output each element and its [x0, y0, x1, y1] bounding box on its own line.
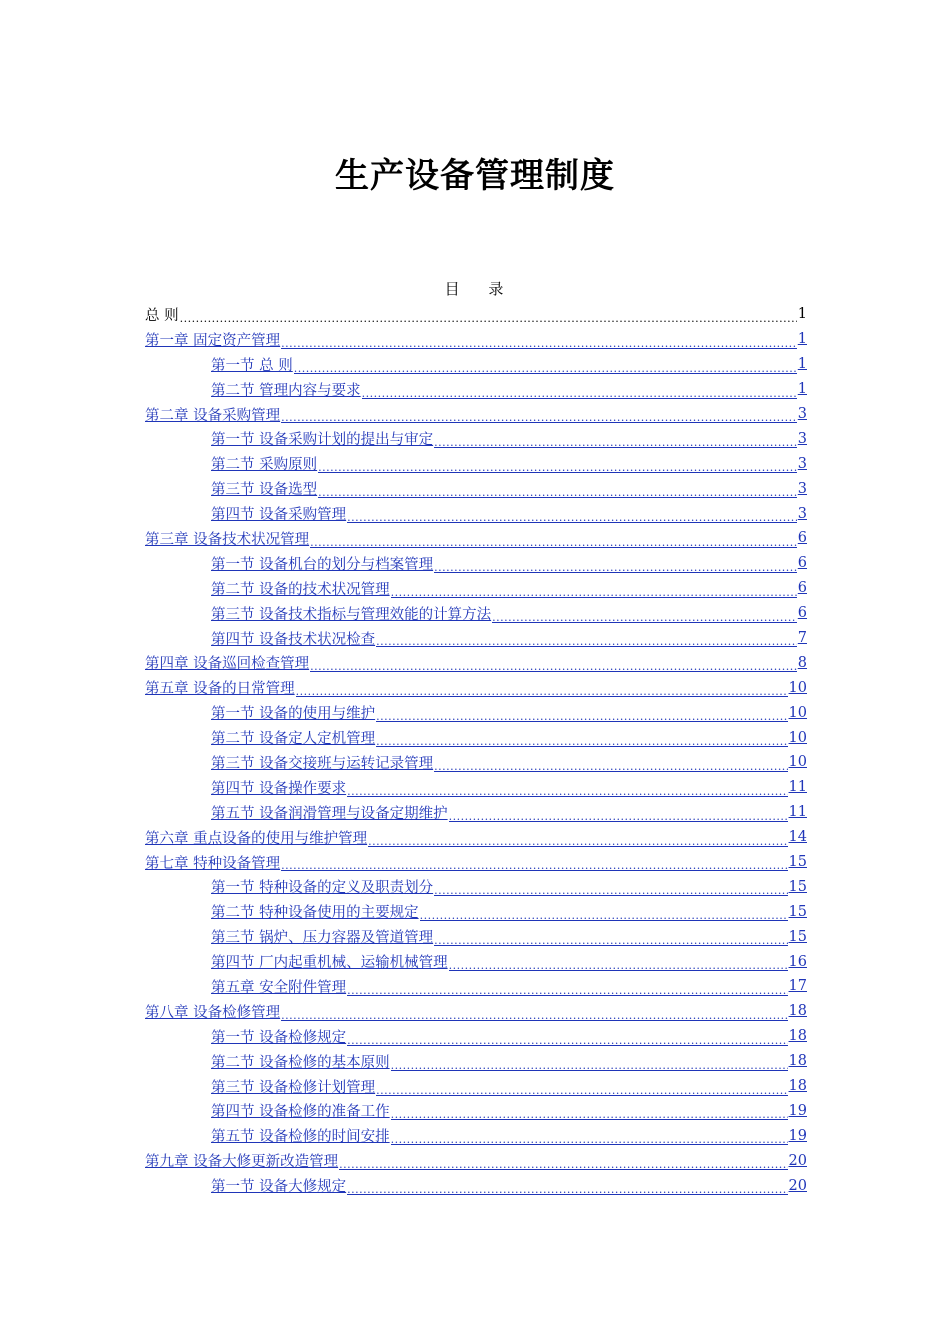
- toc-dot-leader: [391, 1107, 788, 1123]
- toc-dot-leader: [420, 908, 788, 924]
- toc-entry-label: 第三节 设备选型: [211, 482, 318, 499]
- toc-dot-leader: [339, 1157, 787, 1173]
- toc-section-entry[interactable]: [145, 626, 807, 651]
- toc-entry-label: 第四节 设备技术状况检查: [211, 631, 376, 648]
- toc-page-number: 1: [797, 331, 807, 348]
- toc-chapter-entry[interactable]: [145, 526, 807, 551]
- toc-page-number: 3: [797, 480, 807, 497]
- toc-section-entry[interactable]: [145, 501, 807, 526]
- toc-section-entry[interactable]: [145, 874, 807, 899]
- toc-entry-label: 第三节 锅炉、压力容器及管道管理: [211, 930, 434, 947]
- toc-section-entry[interactable]: [145, 1074, 807, 1099]
- toc-page-number: 6: [797, 605, 807, 622]
- toc-entry-label: 第二节 设备的技术状况管理: [211, 581, 390, 598]
- toc-page-number: 19: [788, 1127, 807, 1144]
- toc-page-number: 10: [788, 729, 807, 746]
- toc-page-number: 10: [788, 754, 807, 771]
- toc-entry-label: 第二节 特种设备使用的主要规定: [211, 905, 419, 922]
- toc-dot-leader: [434, 933, 787, 949]
- toc-section-entry[interactable]: [145, 1049, 807, 1074]
- toc-page-number: 6: [797, 555, 807, 572]
- toc-dot-leader: [281, 336, 797, 352]
- document-title: 生产设备管理制度: [335, 156, 615, 196]
- toc-dot-leader: [391, 1132, 788, 1148]
- toc-entry-label: 第二节 管理内容与要求: [211, 382, 361, 399]
- toc-dot-leader: [347, 1182, 787, 1198]
- toc-dot-leader: [376, 734, 787, 750]
- toc-page-number: 6: [797, 530, 807, 547]
- toc-entry-label: 第一节 设备的使用与维护: [211, 706, 376, 723]
- toc-entry-label: 总 则: [145, 307, 179, 324]
- toc-entry-label: 第四章 设备巡回检查管理: [145, 656, 310, 673]
- toc-page-number: 15: [788, 928, 807, 945]
- toc-page-number: 10: [788, 704, 807, 721]
- toc-chapter-entry[interactable]: [145, 850, 807, 875]
- toc-page-number: 7: [797, 630, 807, 647]
- toc-entry-label: 第五章 安全附件管理: [211, 979, 347, 996]
- toc-page-number: 16: [788, 953, 807, 970]
- toc-entry-label: 第一节 总 则: [211, 357, 293, 374]
- toc-dot-leader: [294, 361, 797, 377]
- toc-entry-label: 第三节 设备技术指标与管理效能的计算方法: [211, 606, 492, 623]
- toc-page-number: 20: [788, 1177, 807, 1194]
- toc-section-entry[interactable]: [145, 1123, 807, 1148]
- toc-dot-leader: [347, 983, 787, 999]
- toc-chapter-entry[interactable]: [145, 650, 807, 675]
- toc-dot-leader: [362, 386, 797, 402]
- toc-chapter-entry[interactable]: [145, 825, 807, 850]
- toc-entry-label: 第三节 设备检修计划管理: [211, 1079, 376, 1096]
- toc-dot-leader: [376, 1083, 787, 1099]
- toc-entry-label: 第五章 设备的日常管理: [145, 681, 295, 698]
- toc-page-number: 3: [797, 505, 807, 522]
- toc-page-number: 14: [788, 829, 807, 846]
- toc-page-number: 20: [788, 1152, 807, 1169]
- toc-page-number: 6: [797, 580, 807, 597]
- toc-entry-label: 第四节 厂内起重机械、运输机械管理: [211, 955, 448, 972]
- toc-chapter-entry: [145, 302, 807, 327]
- toc-section-entry[interactable]: [145, 725, 807, 750]
- toc-page-number: 3: [797, 455, 807, 472]
- toc-dot-leader: [281, 1008, 787, 1024]
- toc-chapter-entry[interactable]: [145, 1148, 807, 1173]
- toc-page-number: 15: [788, 854, 807, 871]
- toc-dot-leader: [318, 460, 797, 476]
- toc-dot-leader: [434, 560, 797, 576]
- toc-chapter-entry[interactable]: [145, 402, 807, 427]
- toc-dot-leader: [310, 535, 797, 551]
- toc-chapter-entry[interactable]: [145, 999, 807, 1024]
- toc-page-number: 1: [797, 306, 807, 323]
- toc-page-number: 10: [788, 679, 807, 696]
- toc-entry-label: 第四节 设备检修的准备工作: [211, 1104, 390, 1121]
- toc-section-entry[interactable]: [145, 576, 807, 601]
- toc-entry-label: 第七章 特种设备管理: [145, 855, 281, 872]
- toc-page-number: 18: [788, 1003, 807, 1020]
- toc-entry-label: 第二节 采购原则: [211, 457, 318, 474]
- toc-entry-label: 第三节 设备交接班与运转记录管理: [211, 755, 434, 772]
- toc-entry-label: 第九章 设备大修更新改造管理: [145, 1154, 339, 1171]
- toc-entry-label: 第五节 设备检修的时间安排: [211, 1129, 390, 1146]
- toc-dot-leader: [434, 883, 787, 899]
- toc-entry-label: 第二节 设备检修的基本原则: [211, 1054, 390, 1071]
- toc-section-entry[interactable]: [145, 476, 807, 501]
- toc-dot-leader: [318, 485, 797, 501]
- toc-section-entry[interactable]: [145, 750, 807, 775]
- toc-page-number: 11: [788, 779, 807, 796]
- toc-section-entry[interactable]: [145, 949, 807, 974]
- toc-page-number: 19: [788, 1102, 807, 1119]
- toc-heading: 目 录: [444, 280, 516, 298]
- toc-section-entry[interactable]: [145, 800, 807, 825]
- toc-dot-leader: [449, 958, 788, 974]
- toc-section-entry[interactable]: [145, 352, 807, 377]
- toc-section-entry[interactable]: [145, 775, 807, 800]
- toc-page-number: 1: [797, 381, 807, 398]
- table-of-contents: [145, 302, 807, 1198]
- toc-entry-label: 第一节 设备大修规定: [211, 1179, 347, 1196]
- toc-dot-leader: [434, 759, 787, 775]
- toc-dot-leader: [492, 610, 797, 626]
- toc-page-number: 18: [788, 1028, 807, 1045]
- toc-entry-label: 第六章 重点设备的使用与维护管理: [145, 830, 368, 847]
- toc-dot-leader: [391, 1058, 788, 1074]
- toc-section-entry[interactable]: [145, 551, 807, 576]
- toc-section-entry[interactable]: [145, 974, 807, 999]
- toc-entry-label: 第二章 设备采购管理: [145, 407, 281, 424]
- toc-dot-leader: [449, 809, 788, 825]
- toc-dot-leader: [180, 311, 797, 327]
- toc-dot-leader: [376, 634, 797, 650]
- toc-entry-label: 第五节 设备润滑管理与设备定期维护: [211, 805, 448, 822]
- toc-dot-leader: [347, 784, 787, 800]
- toc-page-number: 18: [788, 1078, 807, 1095]
- toc-section-entry[interactable]: [145, 1173, 807, 1198]
- toc-dot-leader: [368, 834, 787, 850]
- toc-entry-label: 第一节 设备检修规定: [211, 1029, 347, 1046]
- toc-dot-leader: [296, 684, 788, 700]
- toc-chapter-entry[interactable]: [145, 675, 807, 700]
- toc-page-number: 15: [788, 903, 807, 920]
- toc-dot-leader: [376, 709, 787, 725]
- toc-dot-leader: [347, 510, 797, 526]
- toc-page-number: 15: [788, 878, 807, 895]
- toc-section-entry[interactable]: [145, 1099, 807, 1124]
- toc-chapter-entry[interactable]: [145, 327, 807, 352]
- toc-entry-label: 第三章 设备技术状况管理: [145, 531, 310, 548]
- toc-section-entry[interactable]: [145, 426, 807, 451]
- toc-page-number: 3: [797, 406, 807, 422]
- toc-entry-label: 第一节 设备采购计划的提出与审定: [211, 432, 434, 449]
- toc-entry-label: 第一节 特种设备的定义及职责划分: [211, 880, 434, 897]
- toc-section-entry[interactable]: [145, 700, 807, 725]
- toc-entry-label: 第四节 设备采购管理: [211, 507, 347, 524]
- toc-dot-leader: [281, 410, 797, 426]
- toc-dot-leader: [391, 585, 797, 601]
- toc-section-entry[interactable]: [145, 1024, 807, 1049]
- toc-page-number: 8: [797, 654, 807, 671]
- toc-dot-leader: [281, 858, 787, 874]
- toc-section-entry[interactable]: [145, 924, 807, 949]
- toc-page-number: 17: [788, 978, 807, 995]
- toc-page-number: 11: [788, 804, 807, 821]
- toc-page-number: 1: [797, 356, 807, 373]
- toc-entry-label: 第四节 设备操作要求: [211, 780, 347, 797]
- toc-entry-label: 第一节 设备机台的划分与档案管理: [211, 556, 434, 573]
- toc-page-number: 3: [797, 430, 807, 447]
- toc-section-entry[interactable]: [145, 601, 807, 626]
- toc-entry-label: 第一章 固定资产管理: [145, 332, 281, 349]
- toc-section-entry[interactable]: [145, 451, 807, 476]
- toc-dot-leader: [434, 435, 797, 451]
- toc-dot-leader: [310, 659, 797, 675]
- toc-dot-leader: [347, 1033, 787, 1049]
- toc-page-number: 18: [788, 1053, 807, 1070]
- toc-entry-label: 第八章 设备检修管理: [145, 1004, 281, 1021]
- toc-section-entry[interactable]: [145, 377, 807, 402]
- toc-entry-label: 第二节 设备定人定机管理: [211, 731, 376, 748]
- toc-section-entry[interactable]: [145, 899, 807, 924]
